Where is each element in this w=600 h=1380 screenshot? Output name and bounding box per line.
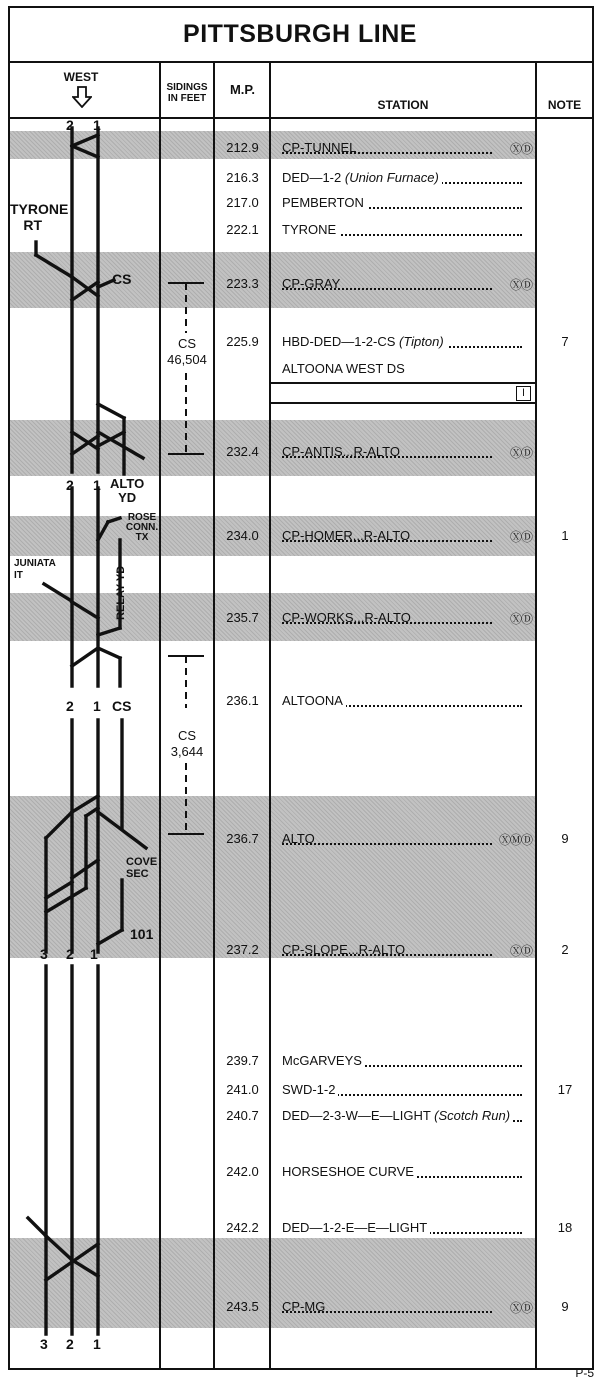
station-mp: 234.0 [226,528,259,543]
station-mp: 212.9 [226,140,259,155]
station-location: (Union Furnace) [344,170,439,185]
station-row [282,693,534,711]
station-row [282,222,534,240]
page-title: PITTSBURGH LINE [183,19,417,48]
num-101-label: 101 [130,926,154,942]
station-name-wrap [282,140,359,155]
siding-1-label: CS [177,336,197,351]
station-row [282,334,534,352]
station-note: 2 [561,942,569,957]
station-name-wrap [282,528,413,543]
station-mp: 239.7 [226,1053,259,1068]
station-name-wrap [282,1108,513,1123]
station-symbols: ⓍⓂⒹ [498,833,532,847]
station-mp: 225.9 [226,334,259,349]
station-note: 9 [561,1299,569,1314]
altoona-ds-box [270,382,535,404]
station-mp: 222.1 [226,222,259,237]
station-row [282,1108,534,1126]
station-name-wrap [282,1299,328,1314]
station-name: PEMBERTON [282,195,364,210]
station-row [282,170,534,188]
siding-2-length: 3,644 [170,744,204,759]
station-name: CP-MG [282,1299,326,1314]
station-mp: 240.7 [226,1108,259,1123]
header-note: NOTE [547,98,582,112]
station-name: CP-GRAY [282,276,341,291]
station-row [282,1164,534,1182]
station-note: 9 [561,831,569,846]
track-num-2-e: 2 [66,1336,74,1352]
station-row [282,195,534,213]
station-note: 1 [561,528,569,543]
station-mp: 216.3 [226,170,259,185]
station-name: CP-ANTIS...R-ALTO [282,444,400,459]
station-row [282,528,534,546]
col-divider-station-top [535,62,537,1368]
station-name-wrap [282,1220,430,1235]
station-note: 18 [557,1220,573,1235]
siding-2-label: CS [177,728,197,743]
station-symbols: ⓍⒹ [509,612,532,626]
cs-label-a: CS [112,271,132,287]
station-note: 17 [557,1082,573,1097]
station-row [282,1220,534,1238]
station-mp: 223.3 [226,276,259,291]
station-symbols: ⓍⒹ [509,278,532,292]
altoona-ds-box-symbol: Ⅰ [516,386,531,401]
station-location: (Tipton) [399,334,444,349]
header-direction: WEST [63,70,99,84]
station-mp: 237.2 [226,942,259,957]
station-name-wrap [282,610,414,625]
station-row [282,1053,534,1071]
station-row [282,942,534,960]
track-num-3-e: 3 [40,1336,48,1352]
track-num-1-e: 1 [93,1336,101,1352]
track-num-2-b: 2 [66,477,74,493]
header-station: STATION [377,98,429,112]
station-name: ALTOONA [282,693,343,708]
station-symbols: ⓍⒹ [509,530,532,544]
station-mp: 217.0 [226,195,259,210]
relay-yd-label: RELAY YD [115,565,127,620]
alto-yd-label: ALTO YD [110,476,145,505]
tyrone-rt-label: TYRONE RT [10,201,69,233]
station-mp: 242.2 [226,1220,259,1235]
station-name: DED—1-2 [282,170,345,185]
station-name-wrap [282,170,442,185]
station-name-wrap [282,942,408,957]
station-row [282,1299,534,1317]
station-name-wrap [282,222,339,237]
station-name: TYRONE [282,222,337,237]
track-num-2-a: 2 [66,117,74,133]
station-name: SWD-1-2 [282,1082,336,1097]
station-name-wrap [282,831,318,846]
station-location: (Scotch Run) [434,1108,511,1123]
station-row [282,831,534,849]
track-num-1-d: 1 [90,946,98,962]
station-mp: 242.0 [226,1164,259,1179]
station-name: CP-WORKS...R-ALTO [282,610,411,625]
station-name-wrap [282,1082,338,1097]
station-symbols: ⓍⒹ [509,142,532,156]
station-name-wrap [282,1164,417,1179]
station-row [282,1082,534,1100]
station-mp: 236.1 [226,693,259,708]
station-row [282,610,534,628]
rose-conn-label: ROSE CONN. TX [125,512,159,543]
track-num-2-c: 2 [66,698,74,714]
station-symbols: ⓍⒹ [509,1301,532,1315]
station-name: HBD-DED—1-2-CS [282,334,400,349]
station-name-wrap [282,444,403,459]
juniata-label: JUNIATA IT [14,558,56,581]
station-name: DED—2-3-W—E—LIGHT [282,1108,435,1123]
station-name-wrap [282,276,343,291]
station-name: ALTOONA WEST DS [282,361,405,376]
cs-label-c: CS [112,698,132,714]
header-mp: M.P. [229,82,256,97]
track-num-1-a: 1 [93,117,101,133]
station-name: CP-HOMER...R-ALTO [282,528,411,543]
station-row [282,140,534,158]
station-mp: 236.7 [226,831,259,846]
station-name-wrap [282,1053,365,1068]
station-symbols: ⓍⒹ [509,446,532,460]
station-symbols: ⓍⒹ [509,944,532,958]
station-mp: 243.5 [226,1299,259,1314]
header-sidings: SIDINGS IN FEET [166,82,208,104]
track-num-2-d: 2 [66,946,74,962]
station-name-wrap [282,195,367,210]
station-mp: 241.0 [226,1082,259,1097]
station-name: HORSESHOE CURVE [282,1164,414,1179]
station-name: DED—1-2-E—E—LIGHT [282,1220,428,1235]
station-name-wrap [282,334,447,349]
station-name: McGARVEYS [282,1053,362,1068]
station-name: CP-TUNNEL [282,140,357,155]
track-num-1-b: 1 [93,477,101,493]
station-row [282,276,534,294]
station-note: 7 [561,334,569,349]
cove-sec-label: COVE SEC [126,856,158,880]
track-num-1-c: 1 [93,698,101,714]
track-num-3-d: 3 [40,946,48,962]
station-name: CP-SLOPE...R-ALTO [282,942,406,957]
station-name-wrap [282,361,408,376]
station-name-wrap [282,693,346,708]
station-mp: 235.7 [226,610,259,625]
station-row [282,361,534,379]
siding-1-length: 46,504 [167,352,207,367]
station-row [282,444,534,462]
page-number: P-5 [575,1366,594,1380]
station-mp: 232.4 [226,444,259,459]
station-name: ALTO [282,831,315,846]
